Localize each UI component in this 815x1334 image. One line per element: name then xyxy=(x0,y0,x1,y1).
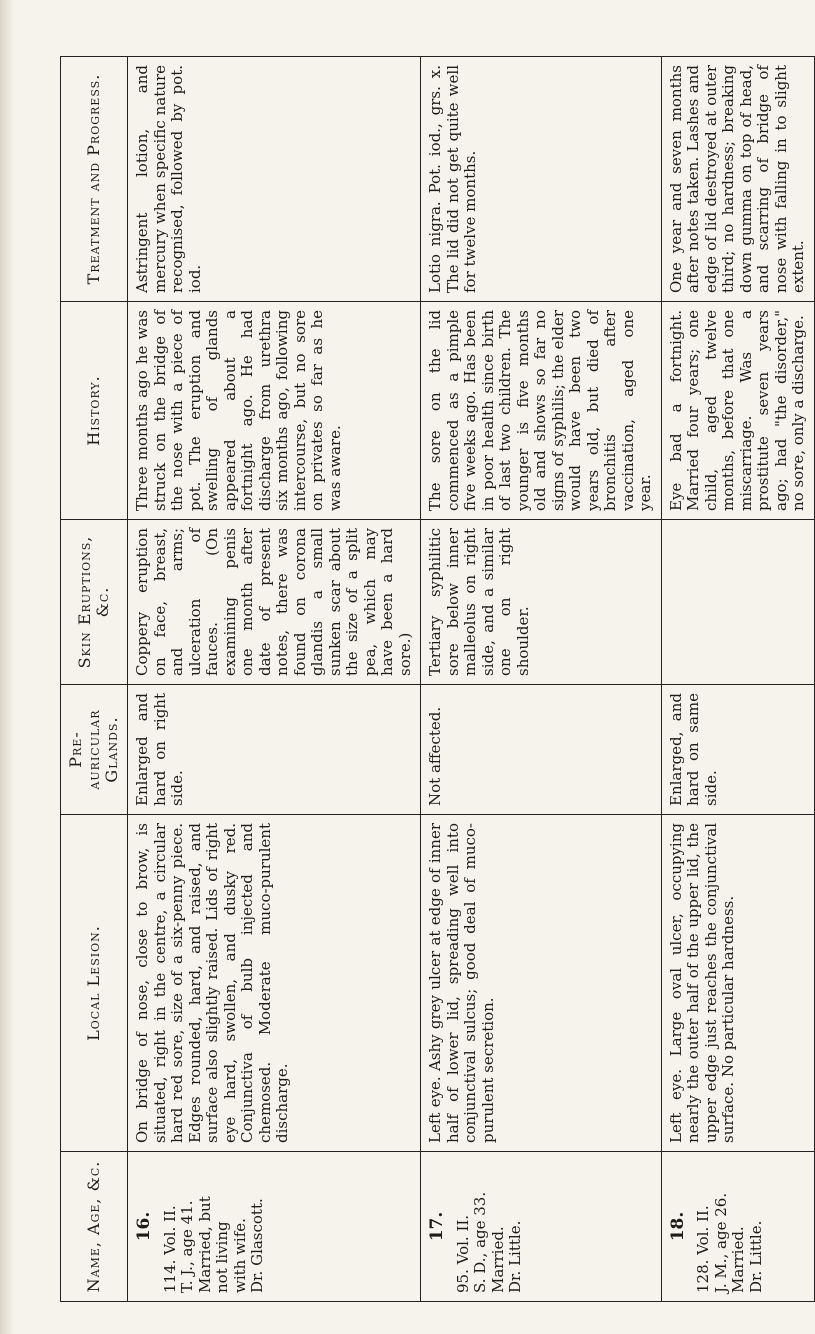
name-line: Married, but xyxy=(195,1196,214,1293)
name-line: 114. Vol. II. xyxy=(160,1205,179,1293)
case-number: 16. xyxy=(134,1211,154,1242)
treatment-cell: One year and seven months after notes taken. Lashes and edge of lid destroyed at outer third; no hardness; breaking down gumma on top of head, and scarring of bridge of nose with falling in to slight extent. xyxy=(661,57,814,302)
name-line: 95. Vol. II. xyxy=(453,1214,472,1293)
case-number: 17. xyxy=(427,1211,447,1242)
skin-eruptions-cell xyxy=(661,520,814,685)
glands-cell: Not affected. xyxy=(421,685,662,815)
name-line: not living xyxy=(213,1221,231,1293)
treatment-cell: Astringent lotion, and mercury when specific nature recognised, followed by pot. iod. xyxy=(128,57,421,302)
glands-cell: Enlarged, and hard on same side. xyxy=(661,685,814,815)
name-line: Dr. Little. xyxy=(506,1220,524,1293)
name-line: Dr. Little. xyxy=(746,1220,765,1293)
name-line: Married. xyxy=(729,1226,747,1293)
local-lesion-cell: Left eye. Ashy grey ulcer at edge of inner half of lower lid, spreading well into conjunctival sulcus; good deal of muco-purulent secretion. xyxy=(421,815,662,1152)
header-local-lesion: Local Lesion. xyxy=(61,815,128,1152)
name-line: with wife. xyxy=(230,1218,249,1293)
treatment-cell: Lotio nigra. Pot. iod., grs. x. The lid did not get quite well for twelve months. xyxy=(421,57,662,302)
rotated-case-table xyxy=(60,57,807,1302)
name-line: T. J., age 41. xyxy=(178,1200,196,1293)
name-line: Dr. Glascott. xyxy=(248,1198,266,1293)
case-table xyxy=(60,56,815,1302)
glands-cell: Enlarged and hard on right side. xyxy=(128,685,421,815)
header-treatment: Treatment and Progress. xyxy=(61,57,128,302)
local-lesion-cell: On bridge of nose, close to brow, is situated, right in the centre, a circular hard red sore, size of a six-penny piece. Edges rounded, hard, and raised, and surface also slightly raised. Lids of right eye hard, swollen, and dusky red. Conjunctiva of bulb injected and chemosed. Moderate muco-purulent discharge. xyxy=(128,815,421,1152)
header-name: Name, Age, &c. xyxy=(61,1152,128,1302)
name-cell xyxy=(421,1152,662,1302)
header-pre-auricular-glands: Pre-auricular Glands. xyxy=(61,685,128,815)
name-line: Married. xyxy=(488,1226,507,1293)
skin-eruptions-cell: Tertiary syphilitic sore below inner malleolus on right side, and a similar one on right shoulder. xyxy=(421,520,662,685)
header-row xyxy=(61,57,128,1302)
name-cell xyxy=(128,1152,421,1302)
name-line: J. M., age 26. xyxy=(711,1192,730,1293)
name-line: S. D., age 33. xyxy=(471,1191,489,1293)
table-row xyxy=(661,57,814,1302)
history-cell: Three months ago he was struck on the bridge of the nose with a piece of pot. The eruption and swelling of glands appeared about a fortnight ago. He had discharge from urethra six months ago, following intercourse, but no sore on privates so far as he was aware. xyxy=(128,302,421,520)
local-lesion-cell: Left eye. Large oval ulcer, occupying nearly the outer half of the upper lid, the upper edge just reaches the conjunctival surface. No particular hardness. xyxy=(661,815,814,1152)
header-skin-eruptions: Skin Eruptions, &c. xyxy=(61,520,128,685)
page-binding-edge xyxy=(0,0,14,1334)
skin-eruptions-cell: Coppery eruption on face, breast, and arms; ulceration of fauces. (On examining penis one month after date of present notes, there was found on corona glandis a small sunken scar about the size of a split pea, which may have been a hard sore.) xyxy=(128,520,421,685)
table-row xyxy=(128,57,421,1302)
name-cell xyxy=(661,1152,814,1302)
header-history: History. xyxy=(61,302,128,520)
history-cell: Eye bad a fortnight. Married four years; one child, aged twelve months, before that one miscarriage. Was a prostitute seven years ago; had "the disorder," no sore, only a discharge. xyxy=(661,302,814,520)
history-cell: The sore on the lid commenced as a pimple five weeks ago. Has been in poor health since birth of last two children. The younger is five months old and shows so far no signs of syphilis; the elder would have been two years old, but died of bronchitis after vaccination, aged one year. xyxy=(421,302,662,520)
name-line: 128. Vol. II. xyxy=(694,1205,712,1293)
table-row xyxy=(421,57,662,1302)
case-number: 18. xyxy=(667,1211,688,1242)
